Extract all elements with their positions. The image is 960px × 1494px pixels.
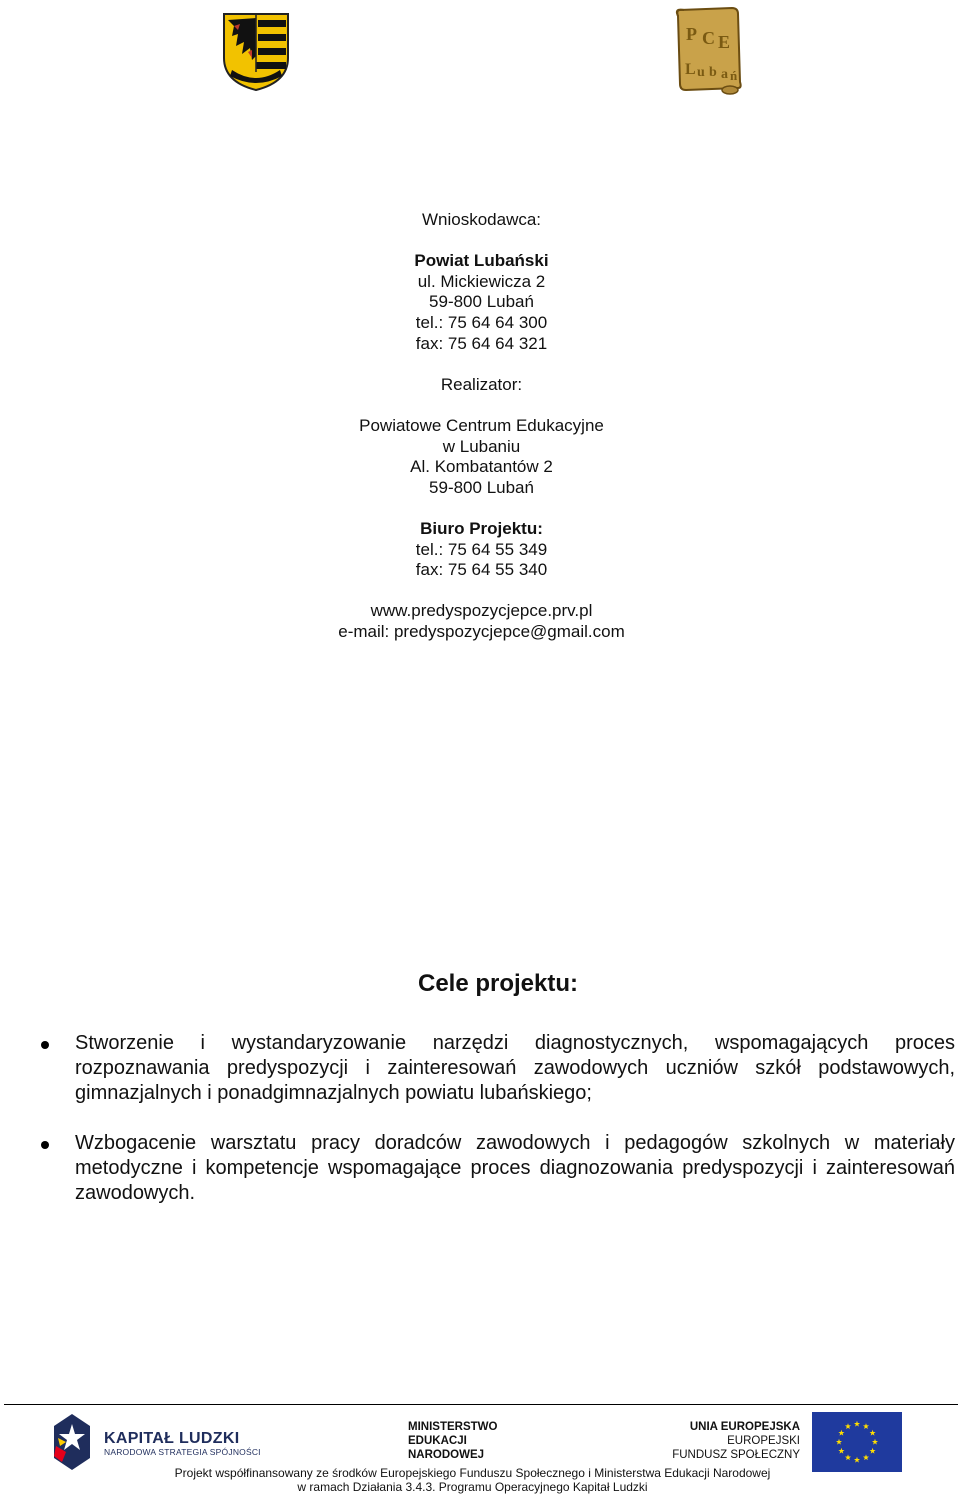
svg-text:u: u — [697, 65, 705, 80]
eu-line: FUNDUSZ SPOŁECZNY — [672, 1449, 800, 1461]
cofinancing-line-2: w ramach Działania 3.4.3. Programu Operacyjnego Kapitał Ludzki — [297, 1480, 648, 1494]
office-www: www.predyspozycjepce.prv.pl — [370, 601, 593, 621]
implementer-street: Al. Kombatantów 2 — [410, 457, 553, 477]
goals-title: Cele projektu: — [417, 970, 579, 997]
kapital-ludzki-star-icon — [52, 1412, 92, 1472]
svg-text:a: a — [721, 67, 728, 82]
office-fax: fax: 75 64 55 340 — [415, 560, 548, 580]
implementer-name-2: w Lubaniu — [442, 436, 521, 456]
svg-text:L: L — [685, 61, 696, 78]
eu-logo-text — [672, 1420, 800, 1462]
bullet-icon — [41, 1041, 49, 1049]
implementer-label: Realizator: — [440, 374, 523, 394]
ministry-logo-text — [408, 1420, 497, 1462]
svg-text:E: E — [718, 32, 731, 52]
svg-text:ń: ń — [730, 68, 738, 83]
office-tel: tel.: 75 64 55 349 — [415, 539, 548, 559]
cofinancing-line-1: Projekt współfinansowany ze środków Europejskiego Funduszu Społecznego i Ministerstwa Edukacji Narodowej — [174, 1466, 771, 1480]
footer-divider — [4, 1404, 958, 1405]
office-email: e-mail: predyspozycjepce@gmail.com — [338, 621, 625, 641]
applicant-tel: tel.: 75 64 64 300 — [415, 312, 548, 332]
office-label: Biuro Projektu: — [420, 518, 543, 538]
kapital-ludzki-title: KAPITAŁ LUDZKI — [104, 1430, 240, 1447]
goals-list — [75, 1031, 955, 1231]
cofinancing-note — [0, 1466, 945, 1494]
coat-of-arms-icon — [222, 12, 290, 92]
svg-text:b: b — [709, 65, 717, 80]
svg-text:C: C — [702, 28, 715, 48]
applicant-fax: fax: 75 64 64 321 — [415, 333, 548, 353]
svg-text:P: P — [686, 24, 697, 44]
contact-block — [0, 210, 960, 642]
implementer-name-1: Powiatowe Centrum Edukacyjne — [359, 415, 604, 435]
list-item — [75, 1131, 955, 1206]
applicant-label: Wnioskodawca: — [421, 210, 542, 229]
list-item — [75, 1031, 955, 1106]
eu-line: EUROPEJSKI — [727, 1435, 800, 1447]
eu-line: UNIA EUROPEJSKA — [689, 1421, 800, 1433]
ministry-line: EDUKACJI — [408, 1435, 467, 1447]
applicant-name: Powiat Lubański — [414, 251, 549, 271]
eu-flag-icon — [812, 1412, 902, 1472]
bullet-icon — [41, 1141, 49, 1149]
ministry-line: MINISTERSTWO — [408, 1421, 498, 1433]
applicant-street: ul. Mickiewicza 2 — [417, 271, 546, 291]
goal-text: Stworzenie i wystandaryzowanie narzędzi diagnostycznych, wspomagających proces rozpoznawania predyspozycji i zainteresowań zawodowych uczniów szkół podstawowych, gimnazjalnych i ponadgimnazjalnych powiatu lubańskiego; — [75, 1032, 955, 1104]
pce-luban-logo-icon — [672, 4, 746, 96]
applicant-city: 59-800 Lubań — [429, 292, 534, 312]
kapital-ludzki-subtitle: NARODOWA STRATEGIA SPÓJNOŚCI — [104, 1447, 261, 1457]
goal-text: Wzbogacenie warsztatu pracy doradców zawodowych i pedagogów szkolnych w materiały metodyczne i kompetencje wspomagające proces diagnozowania predyspozycji i zainteresowań zawodowych. — [75, 1132, 955, 1204]
ministry-line: NARODOWEJ — [408, 1449, 485, 1461]
implementer-city: 59-800 Lubań — [429, 477, 534, 497]
